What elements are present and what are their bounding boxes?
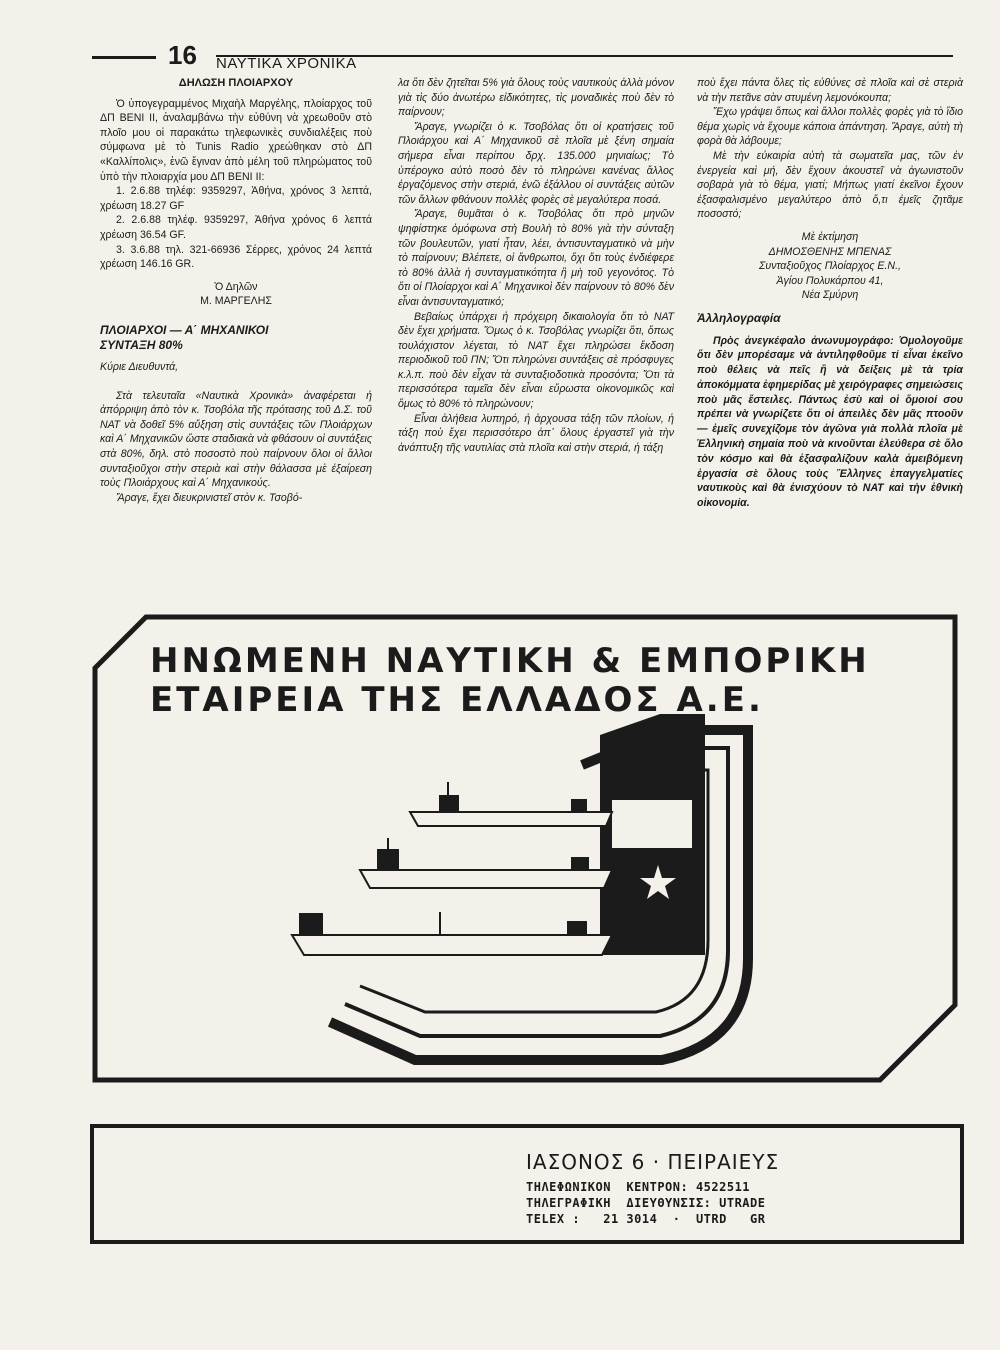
col2-paragraph-3: Ἄραγε, θυμᾶται ὁ κ. Τσοβόλας ὅτι πρὸ μηνῶν ψηφίστηκε ὁμόφωνα στὴ Βουλὴ τὸ 80% γιὰ τὴν σύνταξη τῶν βουλευτῶν, γιατί ἦταν, λέει, ἀντισυνταγματικὸ νὰ μὴν τὸ παίρνουν; Βλέπετε, οἱ ἄνθρωποι, ὄχι ὅτι τοὺς ἐνδιέφερε τὸ 80% ἀλλὰ ἡ συνταγματικότητα ἢ μὴ τοῦ γεγονότος. Τὸ ὅτι οἱ Πλοίαρχοι καὶ Α΄ Μηχανικοὶ δὲν παίρνουν τὸ 80% δὲν εἶναι ἀντισυνταγματικό;: [398, 208, 674, 308]
section-title-line2: ΣΥΝΤΑΞΗ 80%: [100, 337, 183, 352]
ship-2-icon: [360, 838, 612, 888]
funnel-light-panel: [612, 800, 692, 848]
col2-paragraph-2: Ἄραγε, γνωρίζει ὁ κ. Τσοβόλας ὅτι οἱ κρατήσεις τοῦ Πλοιάρχου καὶ Α΄ Μηχανικοῦ σὲ πλοῖα μὲ ξένη σημαία σήμερα εἶναι περίπου δρχ. 135.000 μηνιαίως; Τὸ ὑπέρογκο αὐτὸ ποσὸ δὲν τὸ πληρώνει κανένας ἄλλος ἐργαζόμενος στὴν στεριά, ἐνῶ ἐξάλλου οἱ συντάξεις αὐτῶν τῶν ἄλλων φθάνουν πολλὲς φορὲς σὲ μεγαλύτερα ποσά.: [398, 120, 674, 206]
col2-paragraph-1: λα ὅτι δὲν ζητεῖται 5% γιὰ ὅλους τοὺς ναυτικοὺς ἀλλὰ μόνον γιὰ τὶς δύο ἀνωτέρω εἰδικότητες, τὶς μοναδικὲς ποὺ δὲν τὸ παίρνουν;: [398, 77, 674, 119]
publication-title: ΝΑΥΤΙΚΑ ΧΡΟΝΙΚΑ: [216, 55, 357, 72]
correspondence-body: Πρὸς ἀνεγκέφαλο ἀνωνυμογράφο: Ὁμολογοῦμε ὅτι δὲν μπορέσαμε νὰ ἀντιληφθοῦμε τί εἶναι ἐκεῖνο ποὺ θέλεις νὰ πεῖς ἢ νὰ δείξεις μὲ τὰ τρία ἀποκόμματα ἐφημερίδας μὲ χειρόγραφες σημειώσεις ποὺ μᾶς ἔστειλες. Πάντως ἐσὺ καὶ οἱ ὅμοιοί σου πρέπει νὰ γνωρίζετε ὅτι οἱ ἀπειλὲς δὲν μᾶς πτοοῦν — ἐμεῖς συνεχίζομε τὸν ἀγῶνα γιὰ πολλὰ πλοῖα μὲ Ἑλληνικὴ σημαία ποὺ νὰ κινοῦνται ἐλεύθερα σὲ ὅλο τὸν κόσμο καὶ θὰ ἐξασφαλίζουν καλὰ ἀμειβόμενη ἐργασία σὲ ὅλους τοὺς Ἕλληνες ἐπαγγελματίες ναυτικοὺς καὶ θὰ ἐνισχύουν τὸ ΝΑΤ καὶ τὴν ἐθνικὴ οἰκονομία.: [697, 334, 963, 510]
ad-telex: TELEX : 21 3014 · UTRD GR: [526, 1212, 766, 1226]
signoff-name: Μ. ΜΑΡΓΕΛΗΣ: [200, 295, 272, 308]
signature-line-1: Μὲ ἐκτίμηση: [801, 230, 859, 243]
ship-3-icon: [292, 912, 612, 955]
ad-phone: ΤΗΛΕΦΩΝΙΚΟΝ ΚΕΝΤΡΟΝ: 4522511: [526, 1180, 751, 1194]
signature-name: ΔΗΜΟΣΘΕΝΗΣ ΜΠΕΝΑΣ: [768, 245, 892, 258]
section-title-line1: ΠΛΟΙΑΡΧΟΙ — Α΄ ΜΗΧΑΝΙΚΟΙ: [100, 322, 269, 337]
col3-paragraph-2: Ἔχω γράψει ὅπως καὶ ἄλλοι πολλὲς φορὲς γιὰ τὸ ἴδιο θέμα χωρὶς νὰ ἔχουμε κάποια ἀπάντηση. Ἄραγε, αὐτὴ τὴ φορὰ θὰ λάβουμε;: [697, 106, 963, 148]
col1-paragraph-1: Στὰ τελευταῖα «Ναυτικὰ Χρονικὰ» ἀναφέρεται ἡ ἀπόρριψη ἀπὸ τὸν κ. Τσοβόλα τῆς πρότασης τοῦ Δ.Σ. τοῦ ΝΑΤ νὰ δοθεῖ 5% αὔξηση στὶς συντάξεις τῶν Πλοιάρχων καὶ Α΄ Μηχανικῶν ὥστε σταδιακὰ νὰ φθάσουν οἱ συντάξεις στὰ 80%, δηλ. στὸ ποσοστὸ ποὺ παίρνουν ὅλοι οἱ ἄλλοι συνταξιοῦχοι στὴν στεριὰ καὶ στὴν θάλασσα μὲ ἐξαίρεση τοὺς Πλοιάρχους καὶ Α΄ Μηχανικούς.: [100, 389, 372, 490]
statement-title: ΔΗΛΩΣΗ ΠΛΟΙΑΡΧΟΥ: [178, 77, 294, 89]
signature-street: Ἁγίου Πολυκάρπου 41,: [776, 274, 884, 287]
ad-title-line2: ΕΤΑΙΡΕΙΑ ΤΗΣ ΕΛΛΑΔΟΣ Α.Ε.: [150, 680, 764, 720]
ship-1-icon: [410, 782, 612, 826]
col1-paragraph-2: Ἄραγε, ἔχει διευκρινιστεῖ στὸν κ. Τσοβό-: [116, 491, 303, 504]
correspondence-title: Ἀλληλογραφία: [697, 310, 781, 325]
ad-telegraph: ΤΗΛΕΓΡΑΦΙΚΗ ΔΙΕΥΘΥΝΣΙΣ: UTRADE: [526, 1196, 766, 1210]
signoff-label: Ὁ Δηλῶν: [214, 280, 258, 293]
col2-paragraph-5: Εἶναι ἀλήθεια λυπηρό, ἡ ἀρχουσα τάξη τῶν πλοίων, ἡ τάξη ποὺ ἔχει περισσότερο ἀπ᾽ ὅλους ἐργαστεῖ γιὰ τὴν ἀνάπτυξη τῆς ναυτιλίας στὰ πλοῖα καὶ στὴν στεριά, ἡ τάξη: [398, 412, 674, 454]
signature-city: Νέα Σμύρνη: [801, 289, 859, 302]
col2-paragraph-4: Βεβαίως ὑπάρχει ἡ πρόχειρη δικαιολογία ὅτι τὸ ΝΑΤ δὲν ἔχει χρήματα. Ὅμως ὁ κ. Τσοβόλας γνωρίζει ὅτι, ὅπως τουλάχιστον λέγεται, τὸ ΝΑΤ ἔχει πληρώσει ἔκδοση περιοδικοῦ τοῦ ΠΝ; Ὅτι πληρώνει συντάξεις σὲ πρόσφυγες κ.λ.π. ποὺ δὲν εἶχαν τὰ συνταξιοδοτικὰ προσόντα; Ὅτι τὰ περισσότερα ταμεῖα δὲν εἶναι εὔρωστα οἰκονομικῶς καὶ ὅμως τὸ 80% τὸ πληρώνουν;: [398, 310, 674, 411]
col3-paragraph-3: Μὲ τὴν εὐκαιρία αὐτὴ τὰ σωματεῖα μας, τῶν ἐν ἐνεργεία καὶ μή, δὲν ἔχουν ἀκουστεῖ νὰ ἀγωνιστοῦν σοβαρὰ γιὰ τὸ θέμα, γιατί; Μήπως γιατί ἐκεῖνοι ἔχουν ἐξασφαλισμένο μεγαλύτερο ἀπὸ ὅ,τι ἐμεῖς ζητᾶμε ποσοστό;: [697, 149, 963, 221]
salutation: Κύριε Διευθυντά,: [100, 361, 179, 374]
call-item-3: 3. 3.6.88 τηλ. 321-66936 Σέρρες, χρόνος 24 λεπτά χρέωση 146.16 GR.: [100, 243, 372, 271]
call-item-2: 2. 2.6.88 τηλέφ. 9359297, Ἀθήνα χρόνος 6 λεπτά χρέωση 36.54 GF.: [100, 214, 372, 241]
signature-title: Συνταξιοῦχος Πλοίαρχος Ε.Ν.,: [759, 260, 901, 273]
col3-paragraph-1: ποὺ ἔχει πάντα ὅλες τὶς εὐθύνες σὲ πλοῖα καὶ σὲ στεριὰ νὰ τὴν πετᾶνε σὰν στυμένη λεμονόκουπα;: [697, 77, 963, 104]
call-item-1: 1. 2.6.88 τηλέφ: 9359297, Ἀθήνα, χρόνος 3 λεπτά, χρέωση 18.27 GF: [100, 185, 372, 212]
ad-address: ΙΑΣΟΝΟΣ 6 · ΠΕΙΡΑΙΕΥΣ: [526, 1150, 780, 1174]
ad-title-line1: ΗΝΩΜΕΝΗ ΝΑΥΤΙΚΗ & ΕΜΠΟΡΙΚΗ: [150, 641, 870, 681]
statement-body: Ὁ ὑπογεγραμμένος Μιχαὴλ Μαργέλης, πλοίαρχος τοῦ ΔΠ ΒΕΝΙ ΙΙ, ἀναλαμβάνω τὴν εὐθύνη νὰ χρεωθοῦν στὸ πλοῖο μου οἱ παρακάτω τηλεφωνικὲς συνδιαλέξεις ποὺ σύμφωνα μὲ τὸ Tunis Radio χρεώθηκαν στὸ ΔΠ «Καλλίπολις», ἐνῶ ἔγιναν ἀπὸ μέλη τοῦ πληρώματος τοῦ ὑπὸ τὴν πλοιαρχία μου ΔΠ ΒΕΝΙ ΙΙ:: [100, 97, 372, 183]
page-number: 16: [168, 40, 197, 70]
